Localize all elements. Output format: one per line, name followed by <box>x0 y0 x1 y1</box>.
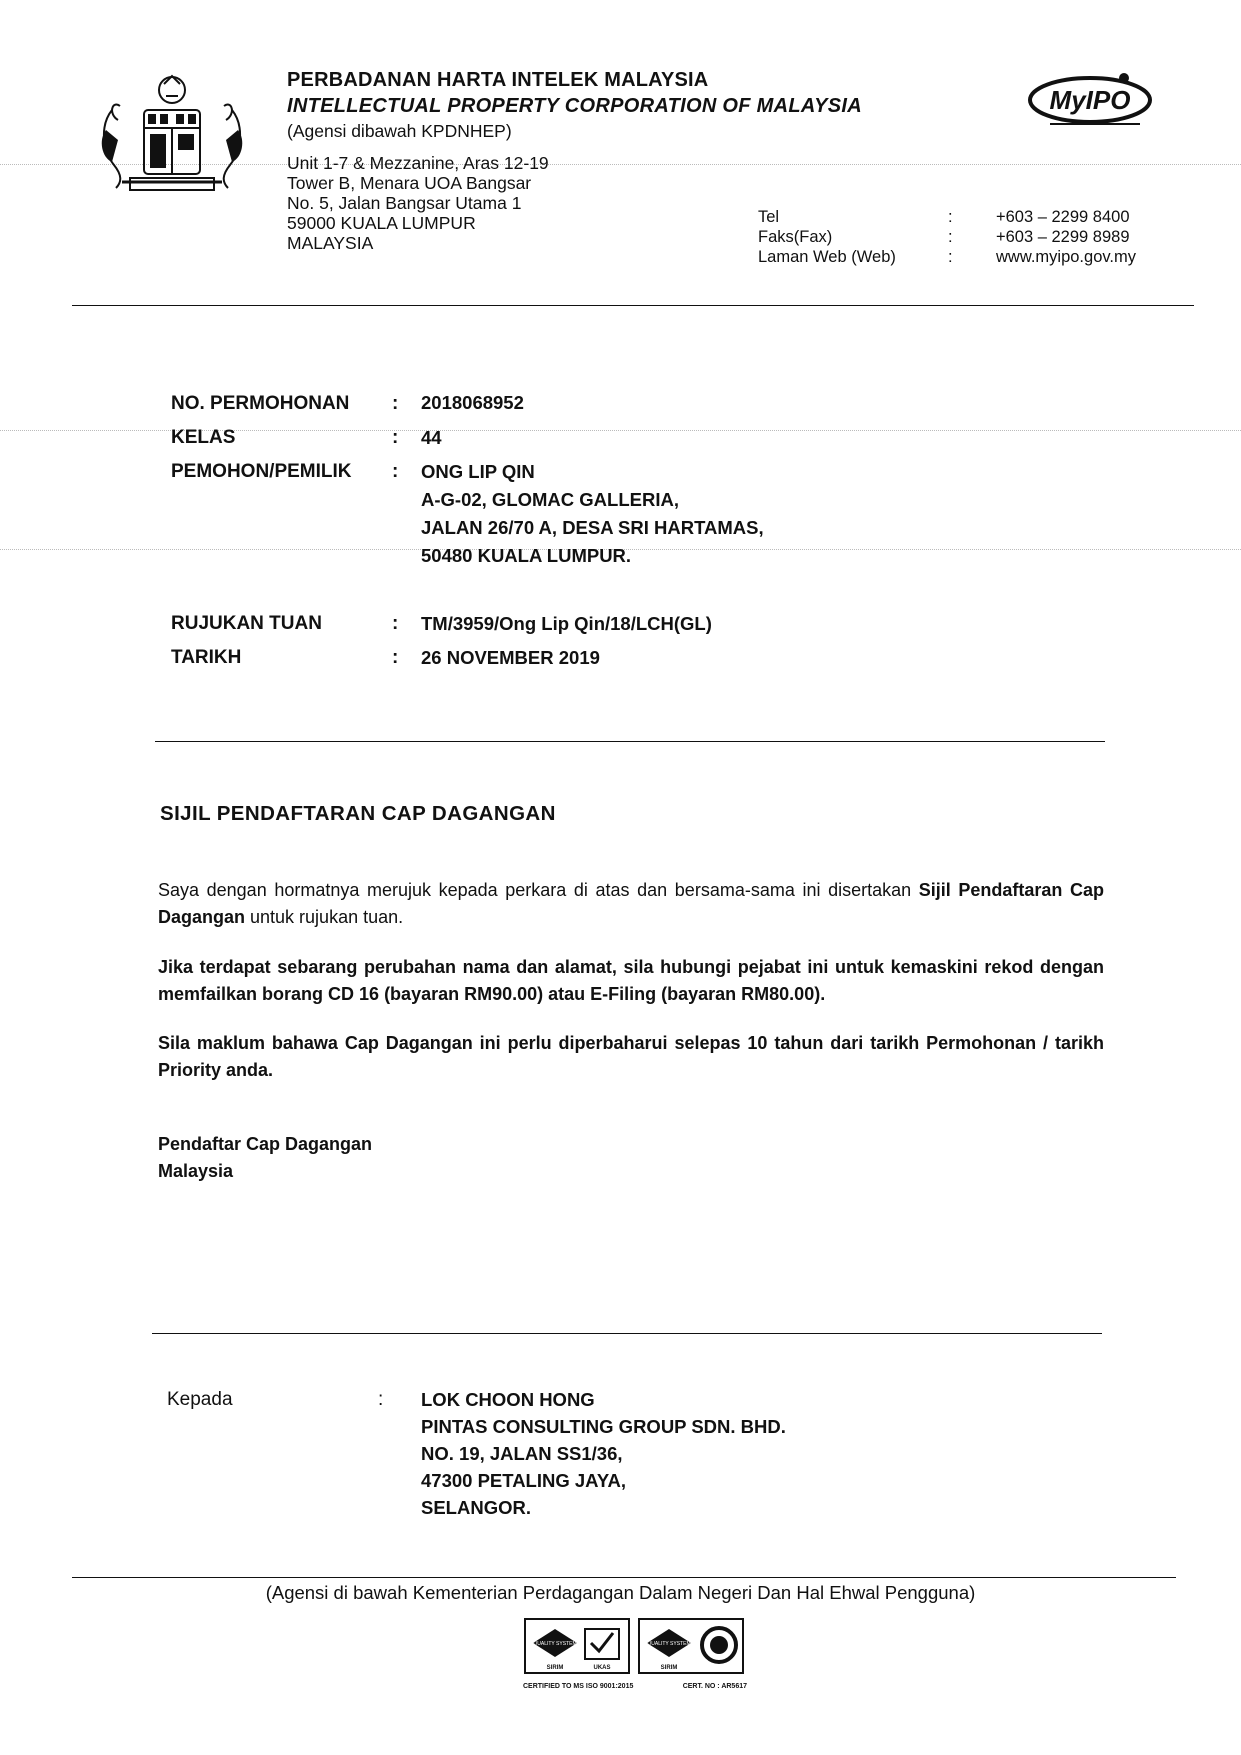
footer-divider <box>72 1577 1176 1578</box>
paragraph-1-tail: untuk rujukan tuan. <box>245 907 404 927</box>
address-line: 59000 KUALA LUMPUR <box>287 213 476 233</box>
contact-label: Tel <box>758 208 780 226</box>
field-colon: : <box>392 393 399 414</box>
badge-sirim-text: SIRIM <box>546 1665 564 1671</box>
field-value-application-no: 2018068952 <box>421 392 524 413</box>
paragraph-1-text: Saya dengan hormatnya merujuk kepada perkara di atas dan bersama-sama ini disertakan <box>158 880 919 900</box>
recipient-colon: : <box>378 1389 384 1410</box>
field-label-applicant: PEMOHON/PEMILIK <box>171 461 352 482</box>
contact-value: +603 – 2299 8400 <box>996 208 1130 226</box>
field-colon: : <box>392 613 399 634</box>
address-line: MALAYSIA <box>287 233 374 253</box>
field-colon: : <box>392 647 399 668</box>
contact-value: www.myipo.gov.my <box>996 248 1136 266</box>
paragraph-1-bold: Sijil Pendaftaran Cap Dagangan <box>158 880 1104 927</box>
coat-of-arms-emblem <box>92 70 252 195</box>
paragraph-3: Sila maklum bahawa Cap Dagangan ini perlu diperbaharui selepas 10 tahun dari tarikh Permohonan / tarikh Priority anda. <box>158 1033 1104 1080</box>
field-colon: : <box>392 461 399 482</box>
contact-colon: : <box>948 208 953 226</box>
recipient-divider <box>152 1333 1102 1334</box>
field-value-class: 44 <box>421 427 442 448</box>
field-colon: : <box>392 427 399 448</box>
contact-row-web <box>758 247 1136 267</box>
recipient-line: LOK CHOON HONG <box>421 1389 595 1410</box>
field-value-date: 26 NOVEMBER 2019 <box>421 647 600 668</box>
recipient-line: 47300 PETALING JAYA, <box>421 1470 626 1491</box>
cert-caption-iso: CERTIFIED TO MS ISO 9001:2015 <box>523 1683 634 1690</box>
recipient-address-block <box>421 1386 786 1521</box>
iso-certification-badges <box>523 1617 747 1690</box>
letter-subject: SIJIL PENDAFTARAN CAP DAGANGAN <box>160 802 556 825</box>
contact-colon: : <box>948 248 953 266</box>
contact-block <box>758 207 1136 267</box>
badge-sirim-text: SIRIM <box>660 1665 678 1671</box>
badge-quality-text: QUALITY SYSTEM <box>647 1641 691 1647</box>
recipient-label: Kepada <box>167 1389 233 1410</box>
logo-text: MyIPO <box>1049 85 1131 115</box>
field-label-your-reference: RUJUKAN TUAN <box>171 613 322 634</box>
applicant-line: 50480 KUALA LUMPUR. <box>421 545 632 566</box>
address-line: Unit 1-7 & Mezzanine, Aras 12-19 <box>287 153 549 173</box>
signoff-block <box>158 1131 372 1185</box>
applicant-address-block <box>421 458 764 570</box>
address-line: Tower B, Menara UOA Bangsar <box>287 173 532 193</box>
applicant-line: A-G-02, GLOMAC GALLERIA, <box>421 489 679 510</box>
org-name-english: INTELLECTUAL PROPERTY CORPORATION OF MALAYSIA <box>287 95 863 117</box>
recipient-line: NO. 19, JALAN SS1/36, <box>421 1443 623 1464</box>
signoff-line: Malaysia <box>158 1161 234 1181</box>
cert-captions <box>523 1683 747 1690</box>
address-line: No. 5, Jalan Bangsar Utama 1 <box>287 193 522 213</box>
applicant-line: JALAN 26/70 A, DESA SRI HARTAMAS, <box>421 517 764 538</box>
badge-ukas-text: UKAS <box>593 1665 611 1671</box>
paragraph-1 <box>158 877 1104 931</box>
header-divider <box>72 305 1194 306</box>
contact-label: Faks(Fax) <box>758 228 833 246</box>
contact-row-fax <box>758 227 1136 247</box>
contact-label: Laman Web (Web) <box>758 248 896 266</box>
cert-caption-number: CERT. NO : AR5617 <box>682 1683 747 1690</box>
agency-note: (Agensi dibawah KPDNHEP) <box>287 121 512 141</box>
contact-colon: : <box>948 228 953 246</box>
field-label-date: TARIKH <box>171 647 242 668</box>
field-value-your-reference: TM/3959/Ong Lip Qin/18/LCH(GL) <box>421 613 712 634</box>
field-label-application-no: NO. PERMOHONAN <box>171 393 350 414</box>
footer-agency-note: (Agensi di bawah Kementerian Perdagangan Dalam Negeri Dan Hal Ehwal Pengguna) <box>265 1582 976 1603</box>
org-name-malay: PERBADANAN HARTA INTELEK MALAYSIA <box>287 69 709 91</box>
contact-row-tel <box>758 207 1136 227</box>
recipient-line: SELANGOR. <box>421 1497 531 1518</box>
signoff-line: Pendaftar Cap Dagangan <box>158 1134 373 1154</box>
paragraph-2: Jika terdapat sebarang perubahan nama dan alamat, sila hubungi pejabat ini untuk kemaskini rekod dengan memfailkan borang CD 16 (bayaran RM90.00) atau E-Filing (bayaran RM80.00). <box>158 957 1104 1004</box>
address-block <box>287 153 549 253</box>
recipient-line: PINTAS CONSULTING GROUP SDN. BHD. <box>421 1416 786 1437</box>
fields-divider <box>155 741 1105 742</box>
badge-quality-text: QUALITY SYSTEM <box>533 1641 577 1647</box>
field-label-class: KELAS <box>171 427 236 448</box>
contact-value: +603 – 2299 8989 <box>996 228 1130 246</box>
myipo-logo <box>1020 68 1160 140</box>
applicant-line: ONG LIP QIN <box>421 461 535 482</box>
